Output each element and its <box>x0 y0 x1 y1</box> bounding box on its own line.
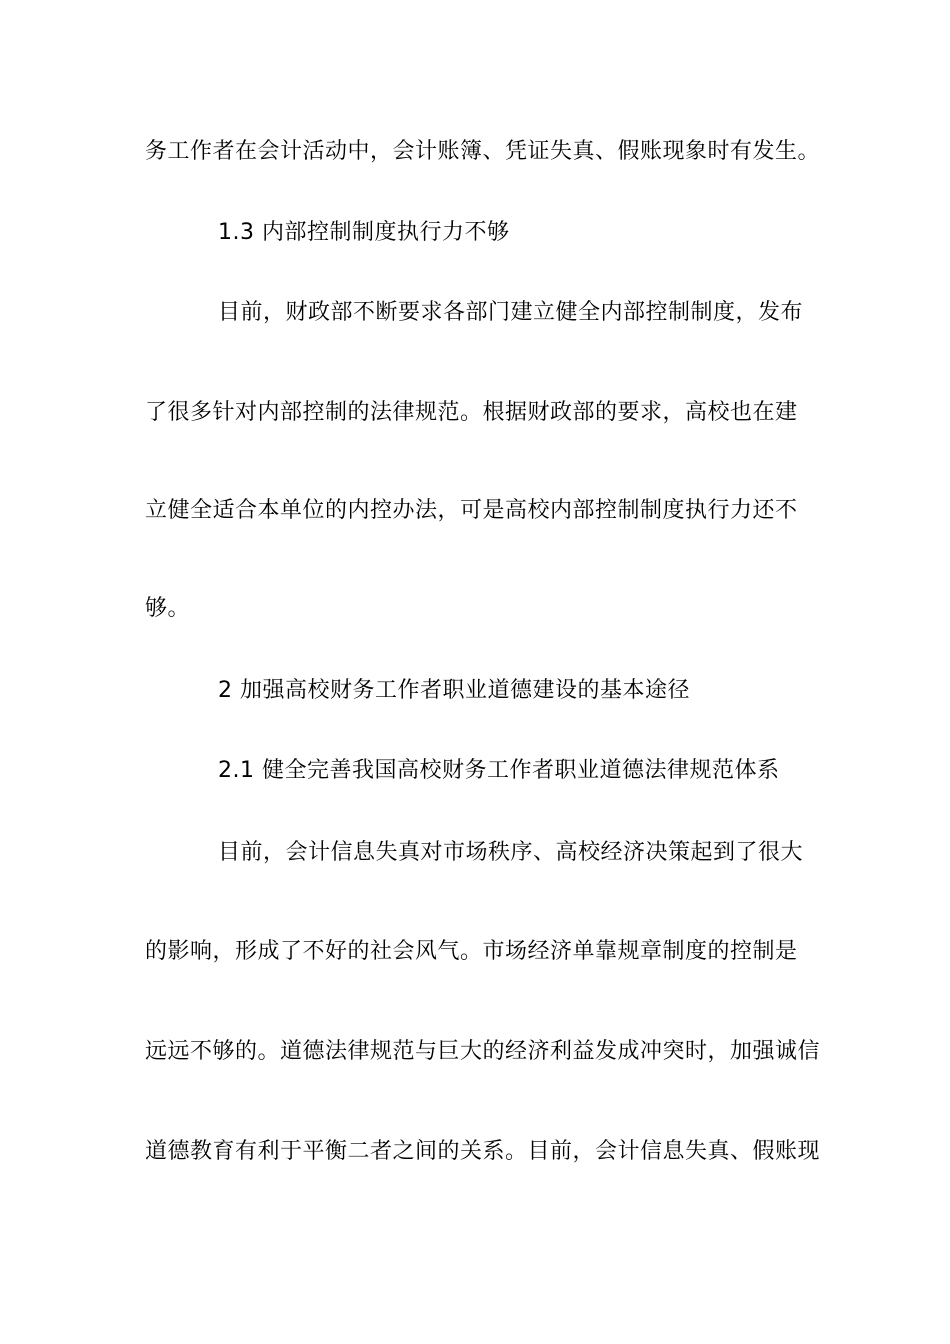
body-text-line: 的影响，形成了不好的社会风气。市场经济单靠规章制度的控制是 <box>145 939 798 964</box>
section-heading-1-3: 1.3 内部控制制度执行力不够 <box>218 220 510 245</box>
body-text-line: 了很多针对内部控制的法律规范。根据财政部的要求，高校也在建 <box>145 400 798 425</box>
section-heading-2-1: 2.1 健全完善我国高校财务工作者职业道德法律规范体系 <box>218 758 780 783</box>
body-text-line: 务工作者在会计活动中，会计账簿、凭证失真、假账现象时有发生。 <box>145 139 821 164</box>
body-text-line: 目前，财政部不断要求各部门建立健全内部控制制度，发布 <box>218 300 804 325</box>
body-text-line: 道德教育有利于平衡二者之间的关系。目前，会计信息失真、假账现 <box>145 1139 821 1164</box>
section-heading-2: 2 加强高校财务工作者职业道德建设的基本途径 <box>218 678 690 703</box>
body-text-line: 远远不够的。道德法律规范与巨大的经济利益发成冲突时，加强诚信 <box>145 1039 821 1064</box>
body-text-line: 立健全适合本单位的内控办法，可是高校内部控制制度执行力还不 <box>145 498 798 523</box>
body-text-line: 够。 <box>145 596 191 621</box>
body-text-line: 目前，会计信息失真对市场秩序、高校经济决策起到了很大 <box>218 840 804 865</box>
